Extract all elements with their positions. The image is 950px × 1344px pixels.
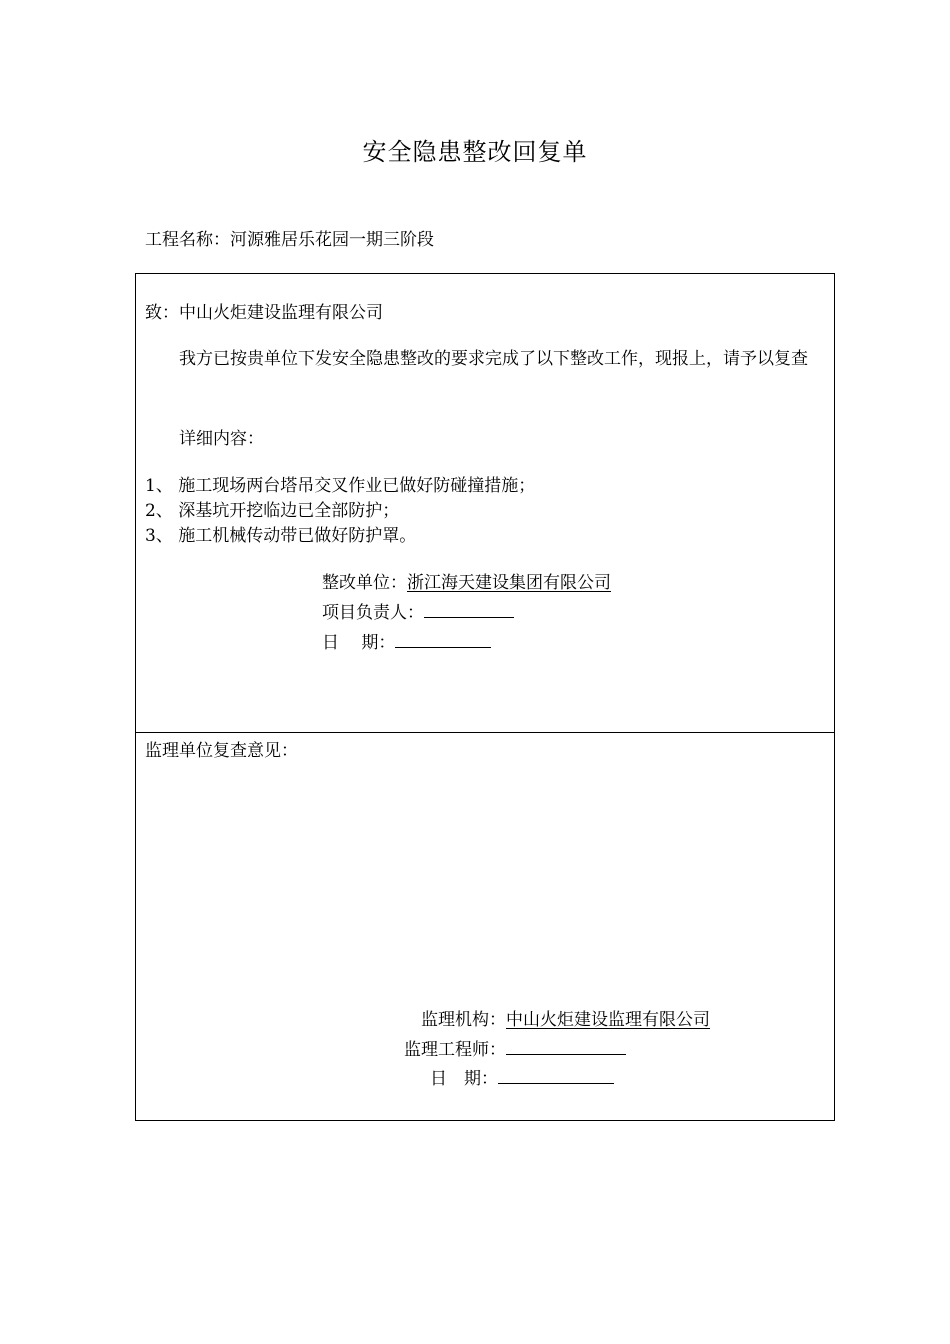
contractor-unit-value: 浙江海天建设集团有限公司 <box>407 573 611 593</box>
project-name: 工程名称：河源雅居乐花园一期三阶段 <box>145 230 434 250</box>
contractor-date-row <box>322 628 491 653</box>
supervision-engineer-row <box>404 1035 626 1060</box>
project-manager-row <box>322 598 514 623</box>
recipient-line: 致：中山火炬建设监理有限公司 <box>145 303 383 323</box>
list-item: 2、 深基坑开挖临边已全部防护； <box>145 501 400 521</box>
review-heading: 监理单位复查意见： <box>145 741 298 761</box>
body-paragraph: 我方已按贵单位下发安全隐患整改的要求完成了以下整改工作，现报上，请予以复查 <box>179 349 808 369</box>
project-manager-label: 项目负责人： <box>322 603 424 623</box>
review-date-row <box>430 1064 614 1089</box>
supervision-engineer-blank <box>506 1037 626 1055</box>
list-item: 3、 施工机械传动带已做好防护罩。 <box>145 526 417 546</box>
contractor-date-blank <box>395 630 491 648</box>
form-table <box>135 273 835 1121</box>
list-item: 1、 施工现场两台塔吊交叉作业已做好防碰撞措施； <box>145 476 536 496</box>
review-date-label: 日 期： <box>430 1069 498 1089</box>
contractor-unit-row <box>322 568 611 593</box>
contractor-unit-label: 整改单位： <box>322 573 407 593</box>
review-date-blank <box>498 1066 614 1084</box>
detail-heading: 详细内容： <box>179 429 264 449</box>
document-title: 安全隐患整改回复单 <box>362 138 588 166</box>
project-manager-blank <box>424 600 514 618</box>
supervision-org-label: 监理机构： <box>421 1010 506 1030</box>
section-divider <box>136 732 834 733</box>
contractor-date-label: 日 期： <box>322 633 396 653</box>
supervision-org-row <box>421 1005 710 1030</box>
supervision-org-value: 中山火炬建设监理有限公司 <box>506 1010 710 1030</box>
supervision-engineer-label: 监理工程师： <box>404 1040 506 1060</box>
